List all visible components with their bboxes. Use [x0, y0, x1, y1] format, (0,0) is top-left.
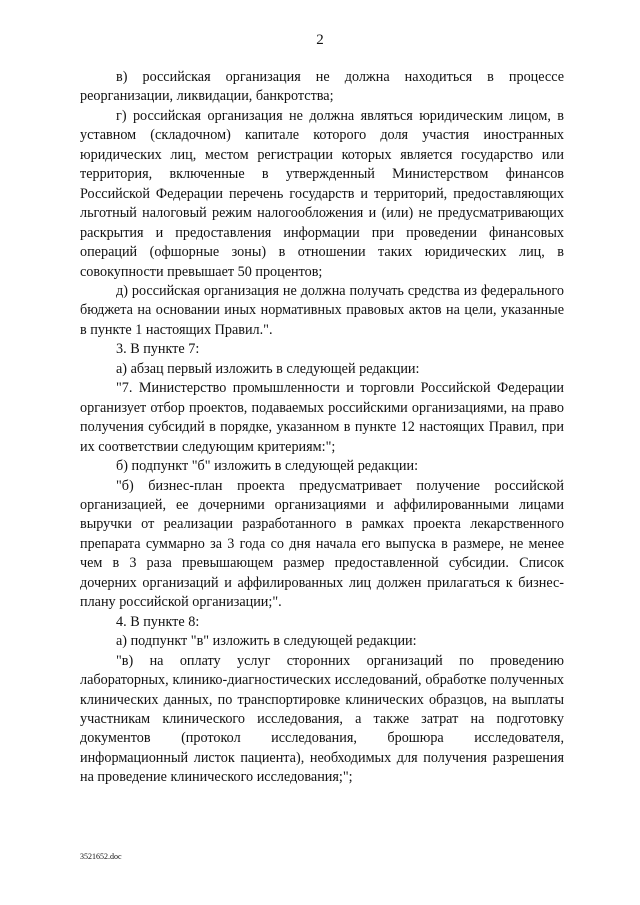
paragraph-v: в) российская организация не должна находиться в процессе реорганизации, ликвидации, банкротства;	[80, 69, 564, 105]
document-body	[80, 68, 564, 788]
paragraph-item-3: 3. В пункте 7:	[116, 341, 200, 358]
page-number: 2	[316, 32, 324, 48]
paragraph-v-quote: "в) на оплату услуг сторонних организаций по проведению лабораторных, клинико-диагностических исследований, обработке полученных клинических данных, по транспортировке клинических образцов, на выплаты участникам клинического исследования, а также затрат на подготовку документов (протокол исследования, брошюра исследователя, информационный листок пациента), необходимых для получения разрешения на проведение клинического исследования;";	[80, 652, 564, 786]
paragraph-3a: а) абзац первый изложить в следующей редакции:	[116, 360, 420, 377]
paragraph-4a: а) подпункт "в" изложить в следующей редакции:	[116, 633, 417, 650]
paragraph-d: д) российская организация не должна получать средства из федерального бюджета на основании иных нормативных правовых актов на цели, указанные в пункте 1 настоящих Правил.".	[80, 282, 564, 338]
paragraph-item-4: 4. В пункте 8:	[116, 613, 200, 630]
document-footer: 3521652.doc	[80, 852, 122, 861]
paragraph-g: г) российская организация не должна являться юридическим лицом, в уставном (складочном) капитале которого доля участия иностранных юридических лиц, местом регистрации которых является государство или территория, включенные в утвержденный Министерством финансов Российской Федерации перечень государств и территорий, предоставляющих льготный налоговый режим налогообложения и (или) не предусматривающих раскрытия и предоставления информации при проведении финансовых операций (офшорные зоны) в отношении таких юридических лиц, в совокупности превышает 50 процентов;	[80, 107, 564, 280]
paragraph-b-quote: "б) бизнес-план проекта предусматривает получение российской организацией, ее дочерними организациями и аффилированными лицами выручки от реализации разработанного в рамках проекта лекарственного препарата суммарно за 3 года со дня начала его выпуска в размере, не менее чем в 3 раза превышающем размер предоставленной субсидии. Список дочерних организаций и аффилированных лиц должен прилагаться к бизнес-плану российской организации;".	[80, 477, 564, 611]
paragraph-7-quote: "7. Министерство промышленности и торговли Российской Федерации организует отбор проектов, подаваемых российскими организациями, на право получения субсидий в порядке, указанном в пункте 12 настоящих Правил, при их соответствии следующим критериям:";	[80, 380, 564, 455]
paragraph-3b: б) подпункт "б" изложить в следующей редакции:	[116, 458, 419, 475]
